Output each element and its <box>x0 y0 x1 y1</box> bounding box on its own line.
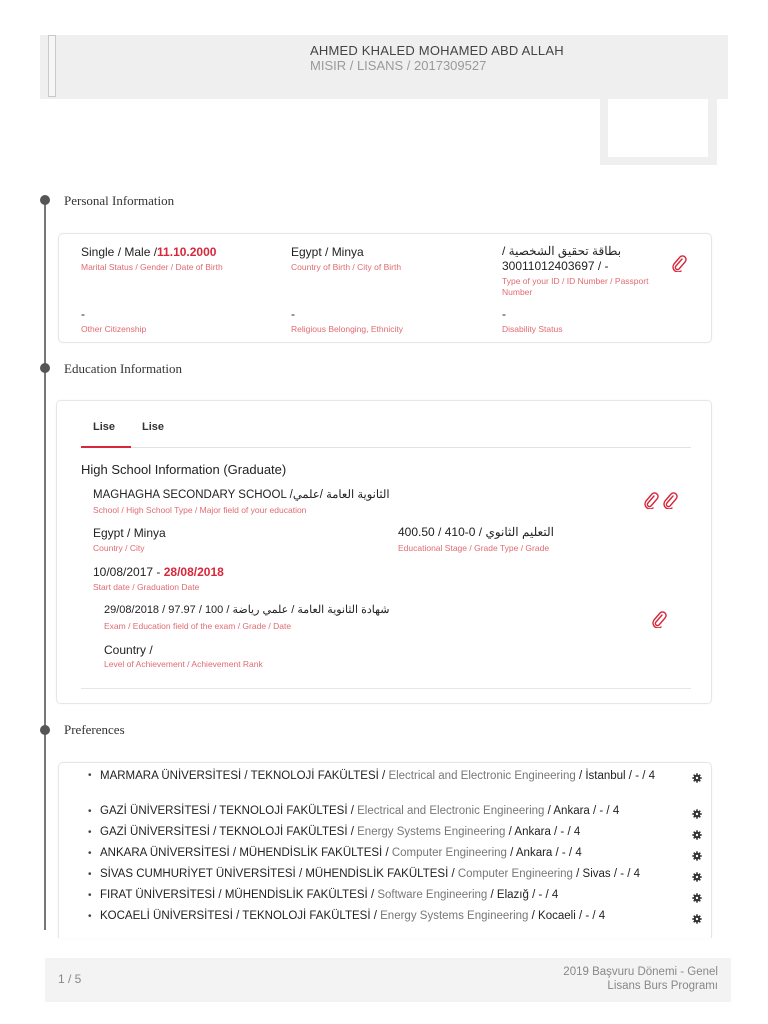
list-bullet: • <box>88 869 92 880</box>
timeline-line <box>44 200 46 930</box>
graduation-date: 28/08/2018 <box>163 565 224 579</box>
gear-icon[interactable] <box>692 869 702 879</box>
program-name: 2019 Başvuru Dönemi - Genel Lisans Burs Programı <box>563 966 718 992</box>
marital-label: Marital Status / Gender / Date of Birth <box>81 262 223 272</box>
page-footer <box>45 958 731 1002</box>
gear-icon[interactable] <box>692 806 702 816</box>
high-school-heading: High School Information (Graduate) <box>81 462 287 477</box>
timeline-dot-personal <box>40 195 50 205</box>
preference-item: SİVAS CUMHURİYET ÜNİVERSİTESİ / MÜHENDİSLİK FAKÜLTESİ / Computer Engineering / Sivas / - / 4 <box>100 868 641 880</box>
birth-place-label: Country of Birth / City of Birth <box>291 262 402 272</box>
exam-info: شهادة الثانوية العامة / علمي رياضة / 100 / 97.97 / 29/08/2018 <box>104 604 390 616</box>
gear-icon[interactable] <box>692 770 702 780</box>
other-citizenship-label: Other Citizenship <box>81 324 147 334</box>
exam-label: Exam / Education field of the exam / Grade / Date <box>104 621 292 631</box>
tab-lise-2[interactable]: Lise <box>142 421 165 433</box>
gear-icon[interactable] <box>692 911 702 921</box>
achievement: Country / <box>104 643 153 657</box>
list-bullet: • <box>88 770 92 781</box>
religion-label: Religious Belonging, Ethnicity <box>291 324 403 334</box>
section-title-preferences: Preferences <box>64 722 125 737</box>
attachment-icon[interactable] <box>671 254 687 272</box>
applicant-header <box>40 35 728 99</box>
preference-item: MARMARA ÜNİVERSİTESİ / TEKNOLOJİ FAKÜLTESİ / Electrical and Electronic Engineering / İstanbul / - / 4 <box>100 770 656 782</box>
school-country-city: Egypt / Minya <box>93 526 166 540</box>
preference-item: GAZİ ÜNİVERSİTESİ / TEKNOLOJİ FAKÜLTESİ / Energy Systems Engineering / Ankara / - / 4 <box>100 826 581 838</box>
stage-grade: التعليم الثانوي / 0-410 / 400.50 <box>398 525 554 539</box>
achievement-label: Level of Achievement / Achievement Rank <box>104 659 263 669</box>
gear-icon[interactable] <box>692 827 702 837</box>
active-tab-indicator <box>81 446 131 448</box>
preference-item: FIRAT ÜNİVERSİTESİ / MÜHENDİSLİK FAKÜLTESİ / Software Engineering / Elazığ / - / 4 <box>100 889 559 901</box>
stage-grade-label: Educational Stage / Grade Type / Grade <box>398 543 550 553</box>
preference-item: GAZİ ÜNİVERSİTESİ / TEKNOLOJİ FAKÜLTESİ / Electrical and Electronic Engineering / Ankara / - / 4 <box>100 805 620 817</box>
tab-divider <box>81 447 691 448</box>
education-divider <box>81 688 691 689</box>
id-number: 30011012403697 / - <box>502 259 609 273</box>
birth-place: Egypt / Minya <box>291 245 364 259</box>
header-side-bar <box>48 35 56 97</box>
other-citizenship: - <box>81 307 85 321</box>
applicant-photo <box>600 99 717 165</box>
gear-icon[interactable] <box>692 890 702 900</box>
attachment-icon[interactable] <box>651 610 667 628</box>
attachment-icon[interactable] <box>662 491 678 509</box>
preference-item: KOCAELİ ÜNİVERSİTESİ / TEKNOLOJİ FAKÜLTESİ / Energy Systems Engineering / Kocaeli / - / 4 <box>100 910 606 922</box>
section-title-personal: Personal Information <box>64 193 175 208</box>
school-label: School / High School Type / Major field of your education <box>93 505 307 515</box>
school-name: MAGHAGHA SECONDARY SCHOOL /الثانوية العامة /علمي <box>93 489 390 501</box>
applicant-subtitle: MISIR / LISANS / 2017309527 <box>310 58 487 73</box>
education-info-card <box>56 400 712 704</box>
disability-label: Disability Status <box>502 324 563 334</box>
page-number: 1 / 5 <box>58 972 82 986</box>
timeline-dot-preferences <box>40 725 50 735</box>
id-label: Type of your ID / ID Number / Passport Number <box>502 276 649 297</box>
marital-gender-dob: Single / Male /11.10.2000 <box>81 245 217 259</box>
preference-item: ANKARA ÜNİVERSİTESİ / MÜHENDİSLİK FAKÜLTESİ / Computer Engineering / Ankara / - / 4 <box>100 847 582 859</box>
religion: - <box>291 307 295 321</box>
attachment-icon[interactable] <box>643 491 659 509</box>
school-country-city-label: Country / City <box>93 543 145 553</box>
date-of-birth: 11.10.2000 <box>157 245 217 259</box>
list-bullet: • <box>88 911 92 922</box>
disability: - <box>502 307 506 321</box>
list-bullet: • <box>88 848 92 859</box>
dates-label: Start date / Graduation Date <box>93 582 200 592</box>
list-bullet: • <box>88 806 92 817</box>
tab-lise-1[interactable]: Lise <box>93 421 116 433</box>
list-bullet: • <box>88 827 92 838</box>
id-type: بطاقة تحقيق الشخصية / <box>502 244 622 258</box>
list-bullet: • <box>88 890 92 901</box>
applicant-name: AHMED KHALED MOHAMED ABD ALLAH <box>310 43 564 58</box>
timeline-dot-education <box>40 363 50 373</box>
personal-info-card <box>58 233 712 343</box>
gear-icon[interactable] <box>692 848 702 858</box>
section-title-education: Education Information <box>64 361 183 376</box>
education-dates: 10/08/2017 - 28/08/2018 <box>93 565 224 579</box>
